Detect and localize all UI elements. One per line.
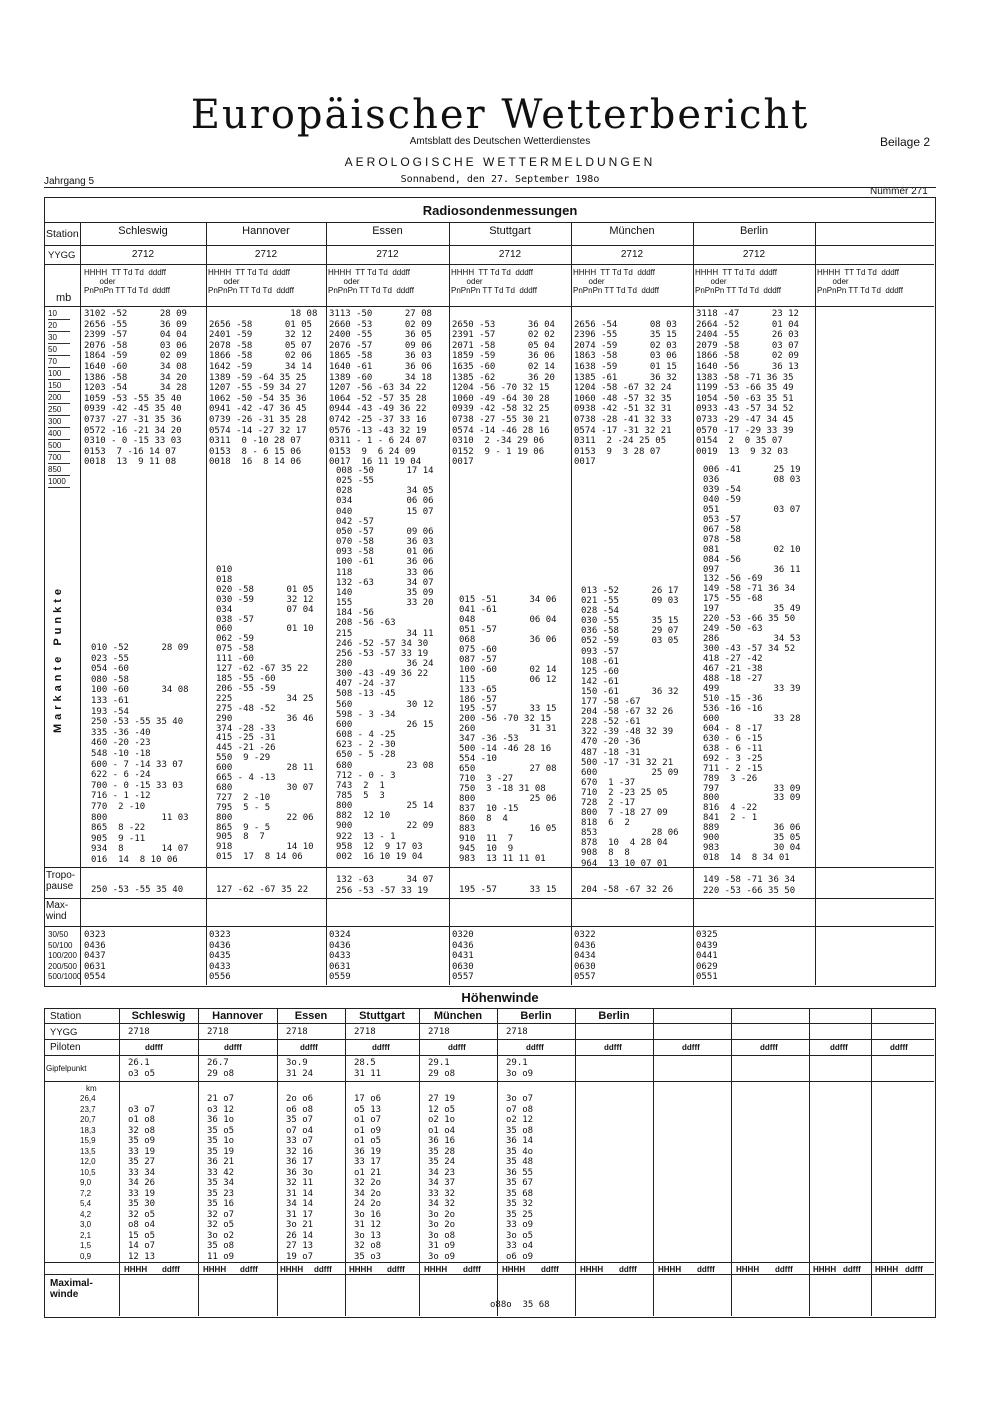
ddfff-header: ddfff <box>240 1265 258 1274</box>
ddfff-header: ddfff <box>619 1265 637 1274</box>
level: 300 <box>48 416 70 428</box>
rule <box>871 1008 872 1316</box>
rule <box>449 222 450 985</box>
ddfff-header: ddfff <box>830 1043 848 1052</box>
ddfff-header: ddfff <box>448 1043 466 1052</box>
hw-station-name: München <box>433 1010 483 1022</box>
hw-yygg-label: YYGG <box>50 1027 78 1038</box>
gipfel-ddfff: 31 24 <box>286 1069 314 1079</box>
rule <box>44 306 934 307</box>
rule <box>44 222 934 223</box>
std-levels-hannover: 18 08 2656 -58 01 05 2401 -59 32 12 2078 -58 05 07 1866 -58 02 06 1642 -59 34 14 1389 -59 -64 35 25 1207 -55 -59 34 27 1062 -50 -54 35 36 0941 -42 -47 36 45 0739 -26 -31 35 28 0574 -14 -27 32 17 0311 0 -10 28 07 0153 8 - 6 15 06 0018 16 8 14 06 <box>209 309 318 468</box>
rule <box>44 867 934 868</box>
beilage-label: Beilage 2 <box>880 135 931 149</box>
std-levels-stuttgart: 2650 -53 36 04 2391 -57 02 02 2071 -58 05 04 1859 -59 36 06 1635 -60 02 14 1385 -62 36 20 1204 -56 -70 32 15 1060 -49 -64 30 28 0939 -42 -58 32 25 0738 -27 -55 30 21 0574 -14 -46 28 16 0310 2 -34 29 06 0152 9 - 1 19 06 0017 <box>452 319 555 468</box>
subtitle: Amtsblatt des Deutschen Wetterdienstes <box>409 136 591 147</box>
hw-station-name: Hannover <box>212 1010 263 1022</box>
hhhh-header: HHHH <box>280 1265 304 1274</box>
hhhh-header: HHHH <box>580 1265 604 1274</box>
hw-station-name: Schleswig <box>131 1010 186 1022</box>
rule <box>497 1008 498 1316</box>
hhhh-header: HHHH <box>502 1265 526 1274</box>
hhhh-header: HHHH <box>203 1265 227 1274</box>
rule <box>119 1008 120 1316</box>
maximalwinde-label: Maximal- winde <box>50 1278 93 1300</box>
tropo-hannover: 127 -62 -67 35 22 <box>216 885 309 895</box>
level: 1000 <box>48 476 70 488</box>
column-header: HHHH TT Td Td dddff oder PnPnPn TT Td Td dddff <box>573 268 659 295</box>
std-levels-muenchen: 2656 -54 08 03 2396 -55 35 15 2074 -59 02 03 1863 -58 03 06 1638 -59 01 15 1385 -61 36 32 1204 -58 -67 32 24 1060 -48 -57 32 35 0938 -42 -51 32 31 0738 -28 -41 32 33 0574 -17 -31 32 21 0311 2 -24 25 05 0153 9 3 28 07 0017 <box>574 319 677 468</box>
hhhh-header: HHHH <box>813 1265 837 1274</box>
hw-yygg: 2718 <box>506 1027 528 1037</box>
ddfff-header: ddfff <box>541 1265 559 1274</box>
ddfff-header: ddfff <box>300 1043 318 1052</box>
sig-points-schleswig: 010 -52 28 09 023 -55 054 -60 080 -58 100 -60 34 08 133 -61 193 -54 250 -53 -55 35 40 335 -36 -40 460 -20 -23 548 -10 -18 600 - 7 -14 33 07 622 - 6 -24 700 - 0 -15 33 03 716 - 1 -12 770 2 -10 800 11 03 865 8 -22 905 9 -11 934 8 14 07 016 14 8 10 06 <box>91 643 189 865</box>
ddfff-header: ddfff <box>145 1043 163 1052</box>
hhhh-header: HHHH <box>736 1265 760 1274</box>
yygg-value: 2712 <box>131 249 155 260</box>
rule <box>815 222 816 985</box>
sig-points-hannover: 010 018 020 -58 01 05 030 -59 32 12 034 07 04 038 -57 060 01 10 062 -59 075 -58 111 -60 127 -62 -67 35 22 185 -55 -60 206 -55 -59 225 34 25 275 -48 -52 290 36 46 374 -28 -33 415 -25 -31 445 -21 -26 550 9 -29 600 28 11 665 - 4 -13 680 30 07 727 2 -10 795 5 - 5 800 22 06 865 9 - 5 905 8 7 918 14 10 015 17 8 14 06 <box>216 565 314 863</box>
std-levels-schleswig: 3102 -52 28 09 2656 -55 36 09 2399 -57 04 04 2076 -58 03 06 1864 -59 02 09 1640 -60 34 08 1386 -58 34 20 1203 -54 34 28 1059 -53 -55 35 40 0939 -42 -45 35 40 0737 -27 -31 35 36 0572 -16 -21 34 20 0310 - 0 -15 33 03 0153 7 -16 14 07 0018 13 9 11 08 <box>84 309 187 468</box>
sig-points-essen: 008 -50 17 14 025 -55 028 34 05 034 06 06 040 15 07 042 -57 050 -57 09 06 070 -58 36 03 093 -58 01 06 100 -61 36 06 118 33 06 132 -63 34 07 140 35 09 155 33 20 184 -56 208 -56 -63 215 34 11 246 -52 -57 34 30 256 -53 -57 33 19 280 36 24 300 -43 -49 36 22 407 -24 -37 508 -13 -45 560 30 12 598 - 3 -34 600 26 15 608 - 4 -25 623 - 2 -30 650 - 5 -28 680 23 08 712 - 0 - 3 743 2 1 785 5 3 800 25 14 882 12 10 900 22 09 922 13 - 1 958 12 9 17 03 002 16 10 19 04 <box>336 466 434 862</box>
rule <box>345 1008 346 1316</box>
station-label: Station <box>46 228 79 240</box>
rule <box>44 1081 934 1082</box>
hw-station-name: Essen <box>294 1010 328 1022</box>
hw-yygg: 2718 <box>428 1027 450 1037</box>
gipfel-ddfff: o3 o5 <box>128 1069 156 1079</box>
column-header: HHHH TT Td Td dddff oder PnPnPn TT Td Td dddff <box>695 268 781 295</box>
rule <box>44 926 934 927</box>
level: 250 <box>48 404 70 416</box>
column-header: HHHH TT Td Td dddff oder PnPnPn TT Td Td dddff <box>84 268 170 295</box>
rule <box>731 1008 732 1316</box>
yygg-value: 2712 <box>254 249 278 260</box>
hw-station-name: Berlin <box>520 1010 552 1022</box>
level: 10 <box>48 308 70 320</box>
rule <box>44 1262 934 1263</box>
rule <box>44 898 934 899</box>
rule <box>44 245 934 246</box>
rule <box>44 264 934 265</box>
winds-stuttgart: 17 o6 o5 13 o1 o7 o1 o9 o1 o5 36 19 33 17 o1 21 32 2o 34 2o 24 2o 3o 16 31 12 3o 13 32 o8 35 o3 <box>354 1094 382 1262</box>
hw-yygg: 2718 <box>354 1027 376 1037</box>
ddfff-header: ddfff <box>682 1043 700 1052</box>
rule <box>571 222 572 985</box>
maxwind-hannover: 0323 0436 0435 0433 0556 <box>209 930 231 983</box>
station-muenchen: München <box>609 225 655 237</box>
date-label: Sonnabend, den 27. September 198o <box>400 174 600 185</box>
ddfff-header: ddfff <box>604 1043 622 1052</box>
ddfff-header: ddfff <box>526 1043 544 1052</box>
gipfel-ddfff: 29 o8 <box>428 1069 456 1079</box>
section-subtitle: AEROLOGISCHE WETTERMELDUNGEN <box>344 155 656 169</box>
ddfff-header: ddfff <box>463 1265 481 1274</box>
header-rule <box>44 187 936 188</box>
yygg-value: 2712 <box>376 249 399 260</box>
level: 100 <box>48 368 70 380</box>
ddfff-header: ddfff <box>162 1265 180 1274</box>
gipfel-km: 29.1 <box>506 1058 528 1068</box>
winds-muenchen: 27 19 12 o5 o2 1o o1 o4 36 16 35 28 35 24 34 23 34 37 33 32 34 32 3o 2o 3o 2o 3o o8 31 o9 3o o9 <box>428 1094 456 1262</box>
rule <box>44 1039 934 1040</box>
sig-points-stuttgart: 015 -51 34 06 041 -61 048 06 04 051 -57 068 36 06 075 -60 087 -57 100 -60 02 14 115 06 12 133 -65 186 -57 195 -57 33 15 200 -56 -70 32 15 260 31 31 347 -36 -53 500 -14 -46 28 16 554 -10 650 27 08 710 3 -27 750 3 -18 31 08 800 25 06 837 10 -15 860 8 4 883 16 05 910 11 7 945 10 9 983 13 11 11 01 <box>459 595 557 864</box>
rule <box>44 1055 934 1056</box>
level: 30 <box>48 332 70 344</box>
station-schleswig: Schleswig <box>118 225 168 237</box>
gipfel-km: 26.1 <box>128 1058 150 1068</box>
rule <box>206 222 207 985</box>
tropo-essen: 132 -63 34 07 256 -53 -57 33 19 <box>336 875 434 896</box>
rule <box>80 222 81 985</box>
tropo-muenchen: 204 -58 -67 32 26 <box>581 885 674 895</box>
hw-yygg: 2718 <box>207 1027 229 1037</box>
rule <box>575 1008 576 1316</box>
ddfff-header: ddfff <box>760 1043 778 1052</box>
rule <box>198 1008 199 1316</box>
hw-yygg: 2718 <box>286 1027 308 1037</box>
tropopause-label: Tropo- pause <box>46 870 76 892</box>
ddfff-header: ddfff <box>905 1265 923 1274</box>
page-title: Europäischer Wetterbericht <box>190 92 810 138</box>
layers: 30/50 50/100 100/200 200/500 500/1000 <box>48 930 82 982</box>
hw-station-name: Stuttgart <box>359 1010 405 1022</box>
column-header: HHHH TT Td Td dddff oder PnPnPn TT Td Td dddff <box>208 268 294 295</box>
ddfff-header: ddfff <box>843 1265 861 1274</box>
level: 70 <box>48 356 70 368</box>
hhhh-header: HHHH <box>124 1265 148 1274</box>
station-hannover: Hannover <box>242 225 290 237</box>
ddfff-header: ddfff <box>697 1265 715 1274</box>
ddfff-header: ddfff <box>314 1265 332 1274</box>
hhhh-header: HHHH <box>424 1265 448 1274</box>
rule <box>419 1008 420 1316</box>
gipfel-km: 29.1 <box>428 1058 450 1068</box>
column-header: HHHH TT Td Td dddff oder PnPnPn TT Td Td dddff <box>328 268 414 295</box>
hw-piloten-label: Piloten <box>50 1042 81 1053</box>
hw-station-label: Station <box>50 1011 82 1022</box>
maxwind-berlin: 0325 0439 0441 0629 0551 <box>696 930 718 983</box>
hw-station-name: Berlin <box>598 1010 630 1022</box>
winds-schleswig: o3 o7 o1 o8 32 o8 35 o9 33 19 35 27 33 34 34 26 33 19 35 30 32 o5 o8 o4 15 o5 14 o7 12 13 <box>128 1104 156 1262</box>
tropo-schleswig: 250 -53 -55 35 40 <box>91 885 184 895</box>
yygg-label: YYGG <box>48 250 76 261</box>
rule <box>277 1008 278 1316</box>
hw-km-label: km <box>86 1084 97 1093</box>
hw-gipfel-label: Gipfelpunkt <box>46 1064 87 1073</box>
issue-number: Nummer 271 <box>870 186 928 197</box>
rule <box>44 1274 934 1275</box>
level: 850 <box>48 464 70 476</box>
station-berlin: Berlin <box>739 225 769 237</box>
maxwind-essen: 0324 0436 0433 0631 0559 <box>329 930 351 983</box>
station-essen: Essen <box>372 225 403 237</box>
std-levels-essen: 3113 -50 27 08 2660 -53 02 09 2400 -55 36 05 2076 -57 09 06 1865 -58 36 03 1640 -61 36 06 1389 -60 34 18 1207 -56 -63 34 22 1064 -52 -57 35 28 0944 -43 -49 36 22 0742 -25 -37 33 16 0576 -13 -43 32 19 0311 - 1 - 6 24 07 0153 9 6 24 09 0017 16 11 19 04 <box>329 309 432 468</box>
maxwind-muenchen: 0322 0436 0434 0630 0557 <box>574 930 596 983</box>
ddfff-header: ddfff <box>387 1265 405 1274</box>
sig-points-berlin: 006 -41 25 19 036 08 03 039 -54 040 -59 051 03 07 053 -57 067 -58 078 -58 081 02 10 084 -56 097 36 11 132 -56 -69 149 -58 -71 36 34 175 -55 -68 197 35 49 220 -53 -66 35 50 249 -50 -63 286 34 53 300 -43 -57 34 52 418 -27 -42 467 -21 -38 488 -18 -27 499 33 39 510 -15 -36 536 -16 -16 600 33 28 604 - 8 -17 630 - 6 -15 638 - 6 -11 692 - 3 -25 711 - 2 -15 789 3 -26 797 33 09 800 33 09 816 4 -22 841 2 - 1 889 36 06 900 35 05 983 30 04 018 14 8 34 01 <box>703 465 801 864</box>
maxwind-schleswig: 0323 0436 0437 0631 0554 <box>84 930 106 983</box>
gipfel-ddfff: 3o o9 <box>506 1069 534 1079</box>
level: 20 <box>48 320 70 332</box>
hhhh-header: HHHH <box>658 1265 682 1274</box>
tropo-berlin: 149 -58 -71 36 34 220 -53 -66 35 50 <box>703 875 796 896</box>
level: 200 <box>48 392 70 404</box>
hhhh-header: HHHH <box>349 1265 373 1274</box>
mb-label: mb <box>56 292 72 304</box>
markante-punkte-label: Markante Punkte <box>52 585 64 734</box>
rule <box>693 222 694 985</box>
radiosonde-title: Radiosondenmessungen <box>422 203 578 218</box>
level: 400 <box>48 428 70 440</box>
ddfff-header: ddfff <box>224 1043 242 1052</box>
ddfff-header: ddfff <box>890 1043 908 1052</box>
yygg-value: 2712 <box>742 249 766 260</box>
level: 150 <box>48 380 70 392</box>
winds-berlin: 3o o7 o7 o8 o2 12 35 o8 36 14 35 4o 35 48 36 55 35 67 35 68 35 32 35 25 33 o9 3o o5 33 o4 o6 o9 <box>506 1094 534 1262</box>
level: 500 <box>48 440 70 452</box>
winds-hannover: 21 o7 o3 12 36 1o 35 o5 35 1o 35 19 36 21 33 42 35 34 35 23 35 16 32 o7 32 o5 3o o2 35 o8 11 o9 <box>207 1094 235 1262</box>
gipfel-km: 26.7 <box>207 1058 229 1068</box>
pressure-levels <box>48 308 70 488</box>
rule <box>44 1023 934 1024</box>
gipfel-ddfff: 29 o8 <box>207 1069 235 1079</box>
gipfel-km: 3o.9 <box>286 1058 308 1068</box>
gipfel-ddfff: 31 11 <box>354 1069 382 1079</box>
station-stuttgart: Stuttgart <box>489 225 531 237</box>
rule <box>653 1008 654 1316</box>
ddfff-header: ddfff <box>372 1043 390 1052</box>
winds-essen: 2o o6 o6 o8 35 o7 o7 o4 33 o7 32 16 36 17 36 3o 32 11 31 14 34 14 31 17 3o 21 26 14 27 13 19 o7 <box>286 1094 314 1262</box>
maxwind-stuttgart: 0320 0436 0431 0630 0557 <box>452 930 474 983</box>
ddfff-header: ddfff <box>775 1265 793 1274</box>
level: 50 <box>48 344 70 356</box>
gipfel-km: 28.5 <box>354 1058 376 1068</box>
hhhh-header: HHHH <box>875 1265 899 1274</box>
hoehenwinde-title: Höhenwinde <box>461 990 539 1005</box>
maxwind-berlin-value: o88o 35 68 <box>490 1300 550 1310</box>
maxwind-label: Max- wind <box>46 900 69 922</box>
yygg-value: 2712 <box>498 249 522 260</box>
std-levels-berlin: 3118 -47 23 12 2664 -52 01 04 2404 -55 26 03 2079 -58 03 07 1866 -58 02 09 1640 -56 36 13 1383 -58 -71 36 35 1199 -53 -66 35 49 1054 -50 -63 35 51 0933 -43 -57 34 52 0733 -29 -47 34 45 0570 -17 -29 33 39 0154 2 0 35 07 0019 13 9 32 03 <box>696 309 799 457</box>
jahrgang-label: Jahrgang 5 <box>44 176 95 187</box>
column-header: HHHH TT Td Td dddff oder PnPnPn TT Td Td dddff <box>817 268 903 295</box>
rule <box>326 222 327 985</box>
level: 700 <box>48 452 70 464</box>
sig-points-muenchen: 013 -52 26 17 021 -55 09 03 028 -54 030 -55 35 15 036 -58 29 07 052 -59 03 05 093 -57 108 -61 125 -60 142 -61 150 -61 36 32 177 -58 -67 204 -58 -67 32 26 228 -52 -61 322 -39 -48 32 39 470 -20 -36 487 -18 -31 500 -17 -31 32 21 600 25 09 670 1 -37 710 2 -23 25 05 728 2 -17 800 7 -18 27 09 818 6 2 853 28 06 878 10 4 28 04 908 8 8 964 13 10 07 01 <box>581 586 679 869</box>
column-header: HHHH TT Td Td dddff oder PnPnPn TT Td Td dddff <box>451 268 537 295</box>
altitude-list: 26,4 23,7 20,7 18,3 15,9 13,5 12,0 10,5 9,0 7,2 5,4 4,2 3,0 2,1 1,5 0,9 <box>80 1094 96 1261</box>
rule <box>809 1008 810 1316</box>
yygg-value: 2712 <box>620 249 644 260</box>
hw-yygg: 2718 <box>128 1027 150 1037</box>
tropo-stuttgart: 195 -57 33 15 <box>459 885 557 895</box>
